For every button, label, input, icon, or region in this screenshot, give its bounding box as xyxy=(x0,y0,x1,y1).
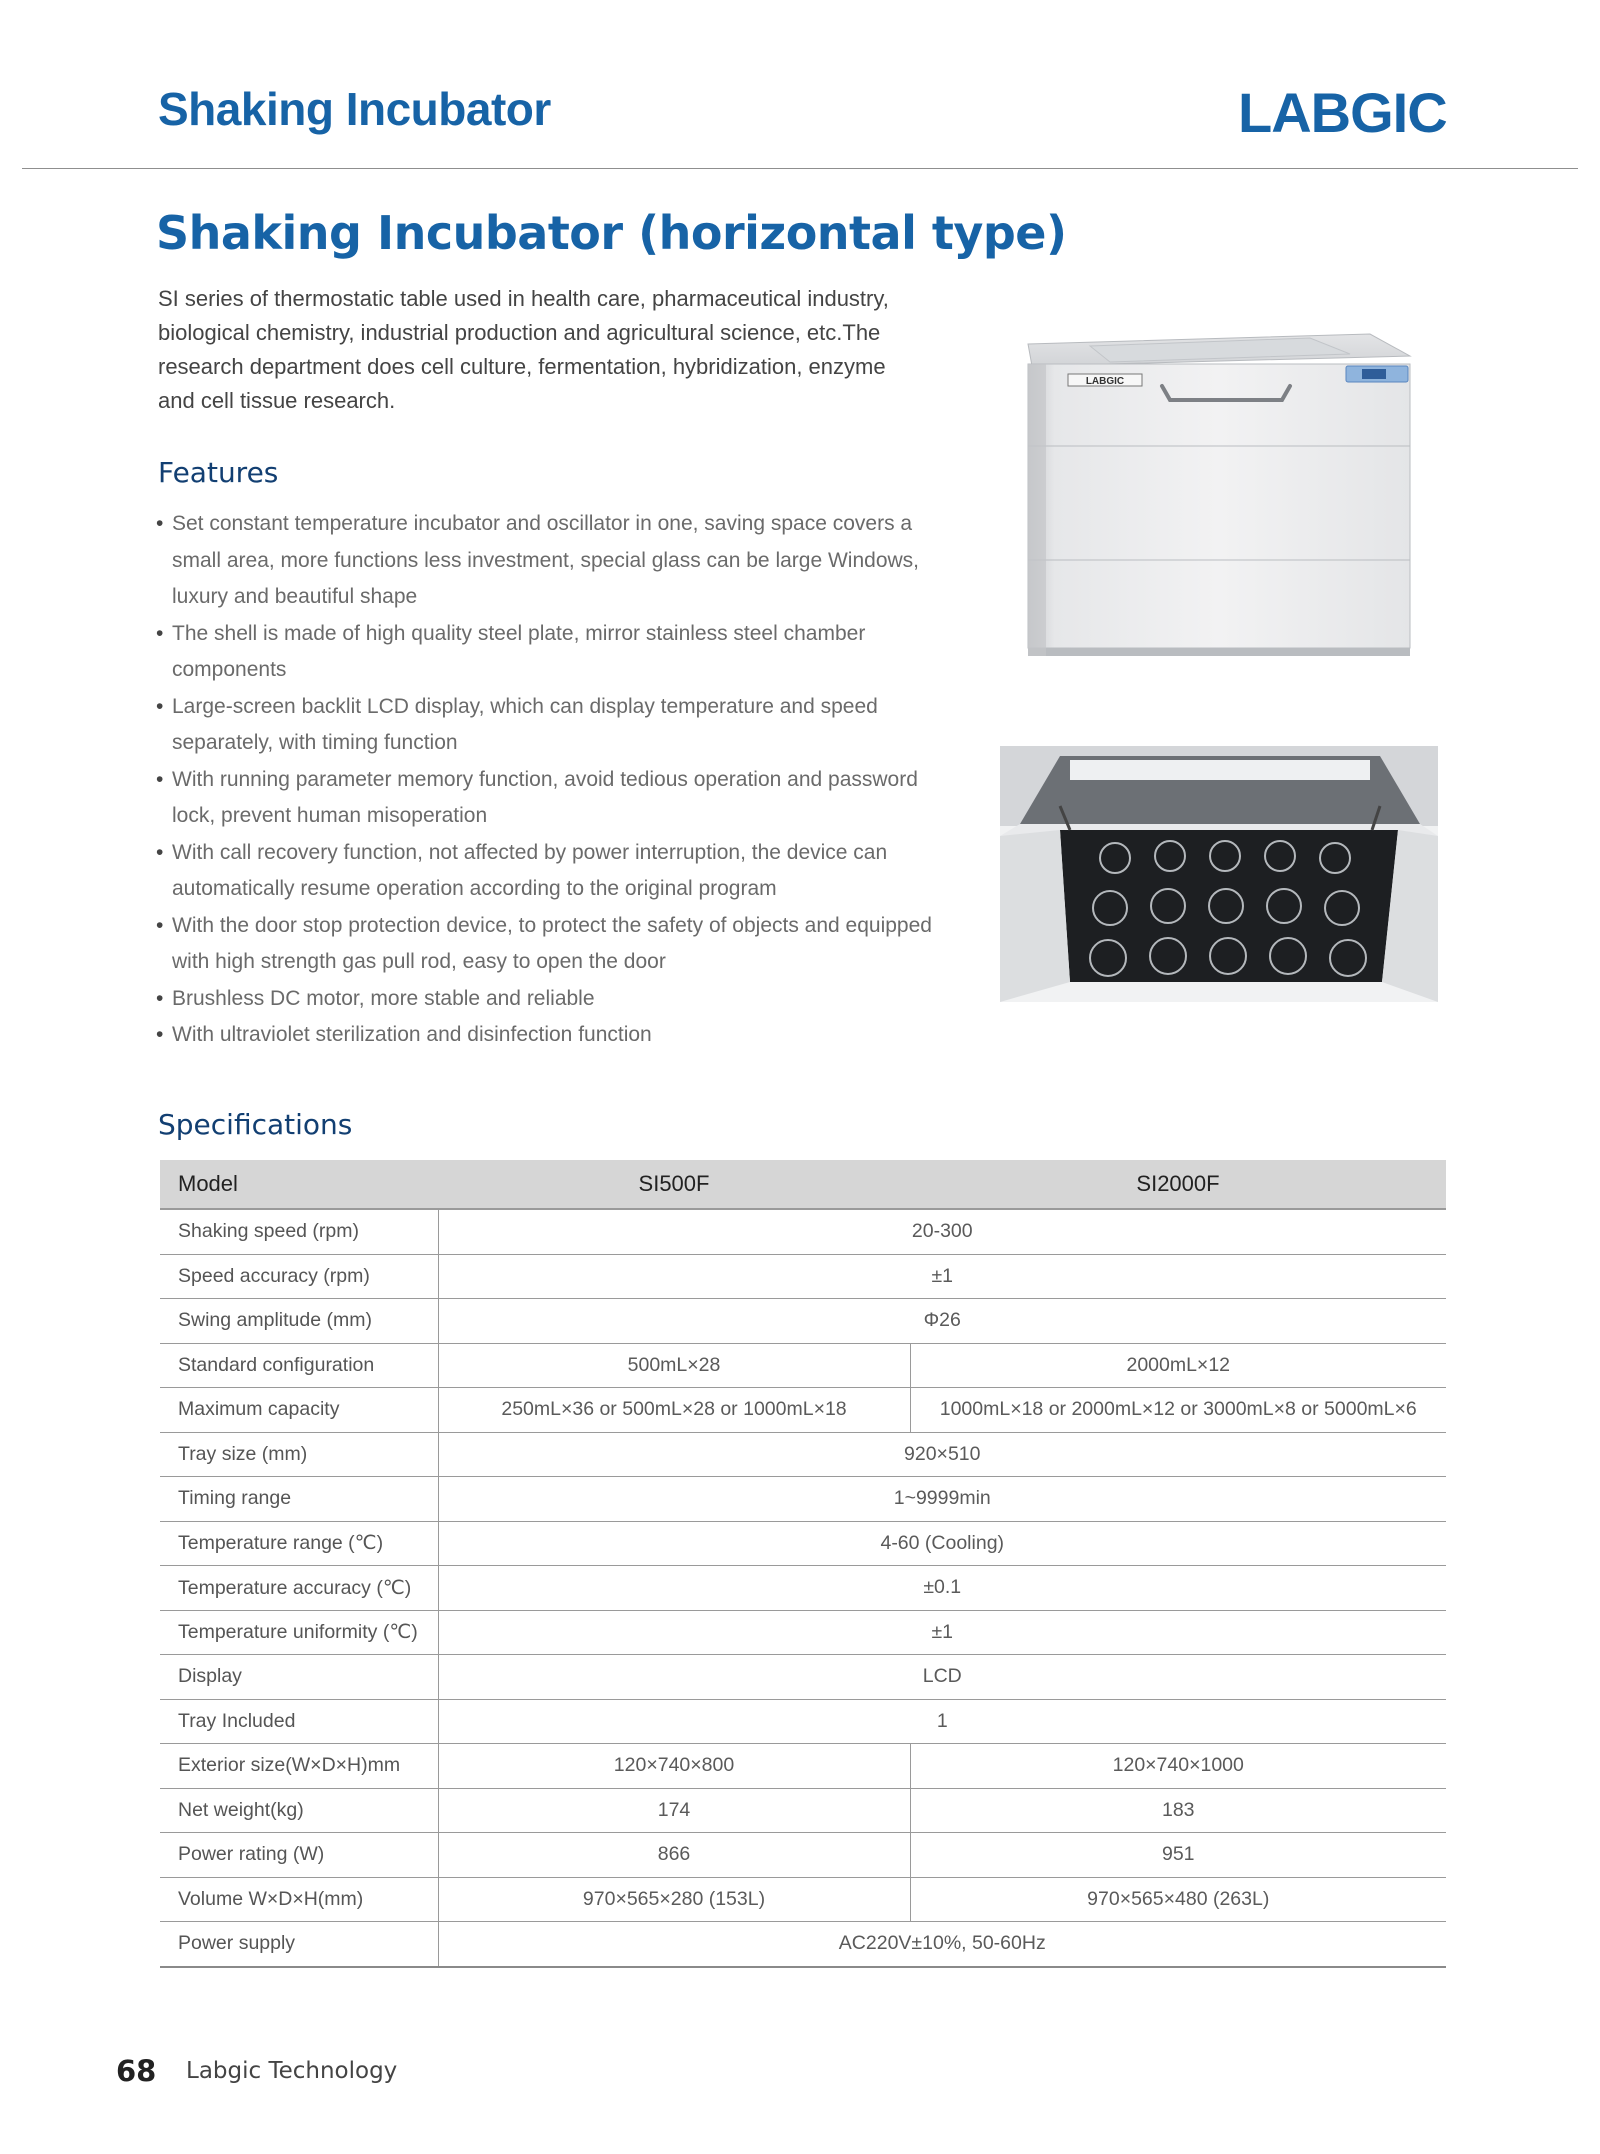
spec-value: 920×510 xyxy=(438,1432,1446,1477)
table-row xyxy=(160,1299,1446,1344)
feature-item xyxy=(156,616,956,689)
spec-value: 120×740×1000 xyxy=(910,1744,1446,1789)
feature-line: • With the door stop protection device, to protect the safety of objects and equipped xyxy=(172,913,932,937)
feature-line: with high strength gas pull rod, easy to open the door xyxy=(172,950,666,973)
table-row xyxy=(160,1788,1446,1833)
table-row xyxy=(160,1343,1446,1388)
footer-brand: Labgic Technology xyxy=(186,2058,398,2084)
feature-line: lock, prevent human misoperation xyxy=(172,804,488,827)
spec-value: 183 xyxy=(910,1788,1446,1833)
table-row xyxy=(160,1521,1446,1566)
header-divider xyxy=(22,168,1578,169)
spec-value: AC220V±10%, 50-60Hz xyxy=(438,1922,1446,1967)
intro-line: biological chemistry, industrial production and agricultural science, etc.The xyxy=(158,320,881,345)
features-list xyxy=(156,506,956,1054)
spec-label: Temperature range (℃) xyxy=(160,1521,438,1566)
feature-item xyxy=(156,835,956,908)
spec-value: ±1 xyxy=(438,1254,1446,1299)
spec-value: Φ26 xyxy=(438,1299,1446,1344)
intro-line: SI series of thermostatic table used in health care, pharmaceutical industry, xyxy=(158,286,889,311)
spec-label: Display xyxy=(160,1655,438,1700)
table-header-row xyxy=(160,1160,1446,1209)
feature-line: small area, more functions less investment, special glass can be large Windows, xyxy=(172,548,919,572)
specifications-body xyxy=(160,1209,1446,1967)
feature-item xyxy=(156,908,956,981)
feature-item xyxy=(156,506,956,616)
column-header: SI500F xyxy=(438,1160,910,1209)
spec-value: 120×740×800 xyxy=(438,1744,910,1789)
feature-line: • Brushless DC motor, more stable and reliable xyxy=(172,986,595,1010)
incubator-open-photo xyxy=(1000,746,1438,1002)
spec-value: 1000mL×18 or 2000mL×12 or 3000mL×8 or 5000mL×6 xyxy=(910,1388,1446,1433)
spec-label: Tray Included xyxy=(160,1699,438,1744)
spec-label: Swing amplitude (mm) xyxy=(160,1299,438,1344)
spec-value: 1 xyxy=(438,1699,1446,1744)
feature-item xyxy=(156,981,956,1018)
feature-line: • Set constant temperature incubator and oscillator in one, saving space covers a xyxy=(172,512,913,535)
spec-label: Timing range xyxy=(160,1477,438,1522)
spec-value: 866 xyxy=(438,1833,910,1878)
specifications-heading: Specifications xyxy=(158,1108,353,1141)
brand-logo: LABGIC xyxy=(1238,81,1447,144)
spec-value: 20-300 xyxy=(438,1209,1446,1254)
table-row xyxy=(160,1477,1446,1522)
spec-value: 500mL×28 xyxy=(438,1343,910,1388)
product-title: Shaking Incubator (horizontal type) xyxy=(156,206,1067,260)
feature-line: separately, with timing function xyxy=(172,731,458,754)
spec-value: 951 xyxy=(910,1833,1446,1878)
table-row xyxy=(160,1610,1446,1655)
spec-value: 970×565×480 (263L) xyxy=(910,1877,1446,1922)
feature-line: • With call recovery function, not affected by power interruption, the device can xyxy=(172,840,888,864)
table-row xyxy=(160,1388,1446,1433)
feature-item xyxy=(156,762,956,835)
table-row xyxy=(160,1699,1446,1744)
spec-label: Speed accuracy (rpm) xyxy=(160,1254,438,1299)
spec-value: 970×565×280 (153L) xyxy=(438,1877,910,1922)
table-row xyxy=(160,1744,1446,1789)
header-title: Shaking Incubator xyxy=(158,83,551,135)
feature-item xyxy=(156,689,956,762)
table-row xyxy=(160,1877,1446,1922)
intro-line: research department does cell culture, fermentation, hybridization, enzyme xyxy=(158,354,886,379)
table-row xyxy=(160,1833,1446,1878)
spec-value: 250mL×36 or 500mL×28 or 1000mL×18 xyxy=(438,1388,910,1433)
spec-label: Tray size (mm) xyxy=(160,1432,438,1477)
page-number: 68 xyxy=(116,2054,157,2088)
spec-value: 174 xyxy=(438,1788,910,1833)
spec-value: 4-60 (Cooling) xyxy=(438,1521,1446,1566)
spec-label: Maximum capacity xyxy=(160,1388,438,1433)
device-label: LABGIC xyxy=(1085,376,1125,387)
spec-value: ±0.1 xyxy=(438,1566,1446,1611)
spec-label: Power rating (W) xyxy=(160,1833,438,1878)
feature-line: • Large-screen backlit LCD display, which can display temperature and speed xyxy=(172,694,878,718)
feature-item xyxy=(156,1017,956,1054)
table-row xyxy=(160,1922,1446,1967)
product-intro xyxy=(158,282,918,418)
feature-line: • The shell is made of high quality steel plate, mirror stainless steel chamber xyxy=(172,621,866,645)
spec-label: Power supply xyxy=(160,1922,438,1967)
feature-line: luxury and beautiful shape xyxy=(172,585,418,608)
spec-value: ±1 xyxy=(438,1610,1446,1655)
feature-line: • With ultraviolet sterilization and disinfection function xyxy=(172,1023,652,1046)
specifications-table xyxy=(160,1160,1446,1968)
spec-label: Exterior size(W×D×H)mm xyxy=(160,1744,438,1789)
column-header: Model xyxy=(160,1160,438,1209)
spec-label: Net weight(kg) xyxy=(160,1788,438,1833)
features-heading: Features xyxy=(158,456,279,489)
feature-line: automatically resume operation according to the original program xyxy=(172,877,777,900)
spec-label: Shaking speed (rpm) xyxy=(160,1209,438,1254)
spec-label: Volume W×D×H(mm) xyxy=(160,1877,438,1922)
table-row xyxy=(160,1209,1446,1254)
feature-line: • With running parameter memory function, avoid tedious operation and password xyxy=(172,767,918,791)
incubator-closed-photo xyxy=(1010,326,1412,666)
spec-value: 2000mL×12 xyxy=(910,1343,1446,1388)
spec-value: 1~9999min xyxy=(438,1477,1446,1522)
spec-label: Standard configuration xyxy=(160,1343,438,1388)
table-row xyxy=(160,1655,1446,1700)
column-header: SI2000F xyxy=(910,1160,1446,1209)
spec-value: LCD xyxy=(438,1655,1446,1700)
spec-label: Temperature accuracy (℃) xyxy=(160,1566,438,1611)
table-row xyxy=(160,1566,1446,1611)
table-row xyxy=(160,1254,1446,1299)
spec-label: Temperature uniformity (℃) xyxy=(160,1610,438,1655)
table-row xyxy=(160,1432,1446,1477)
intro-line: and cell tissue research. xyxy=(158,388,396,413)
feature-line: components xyxy=(172,658,287,681)
